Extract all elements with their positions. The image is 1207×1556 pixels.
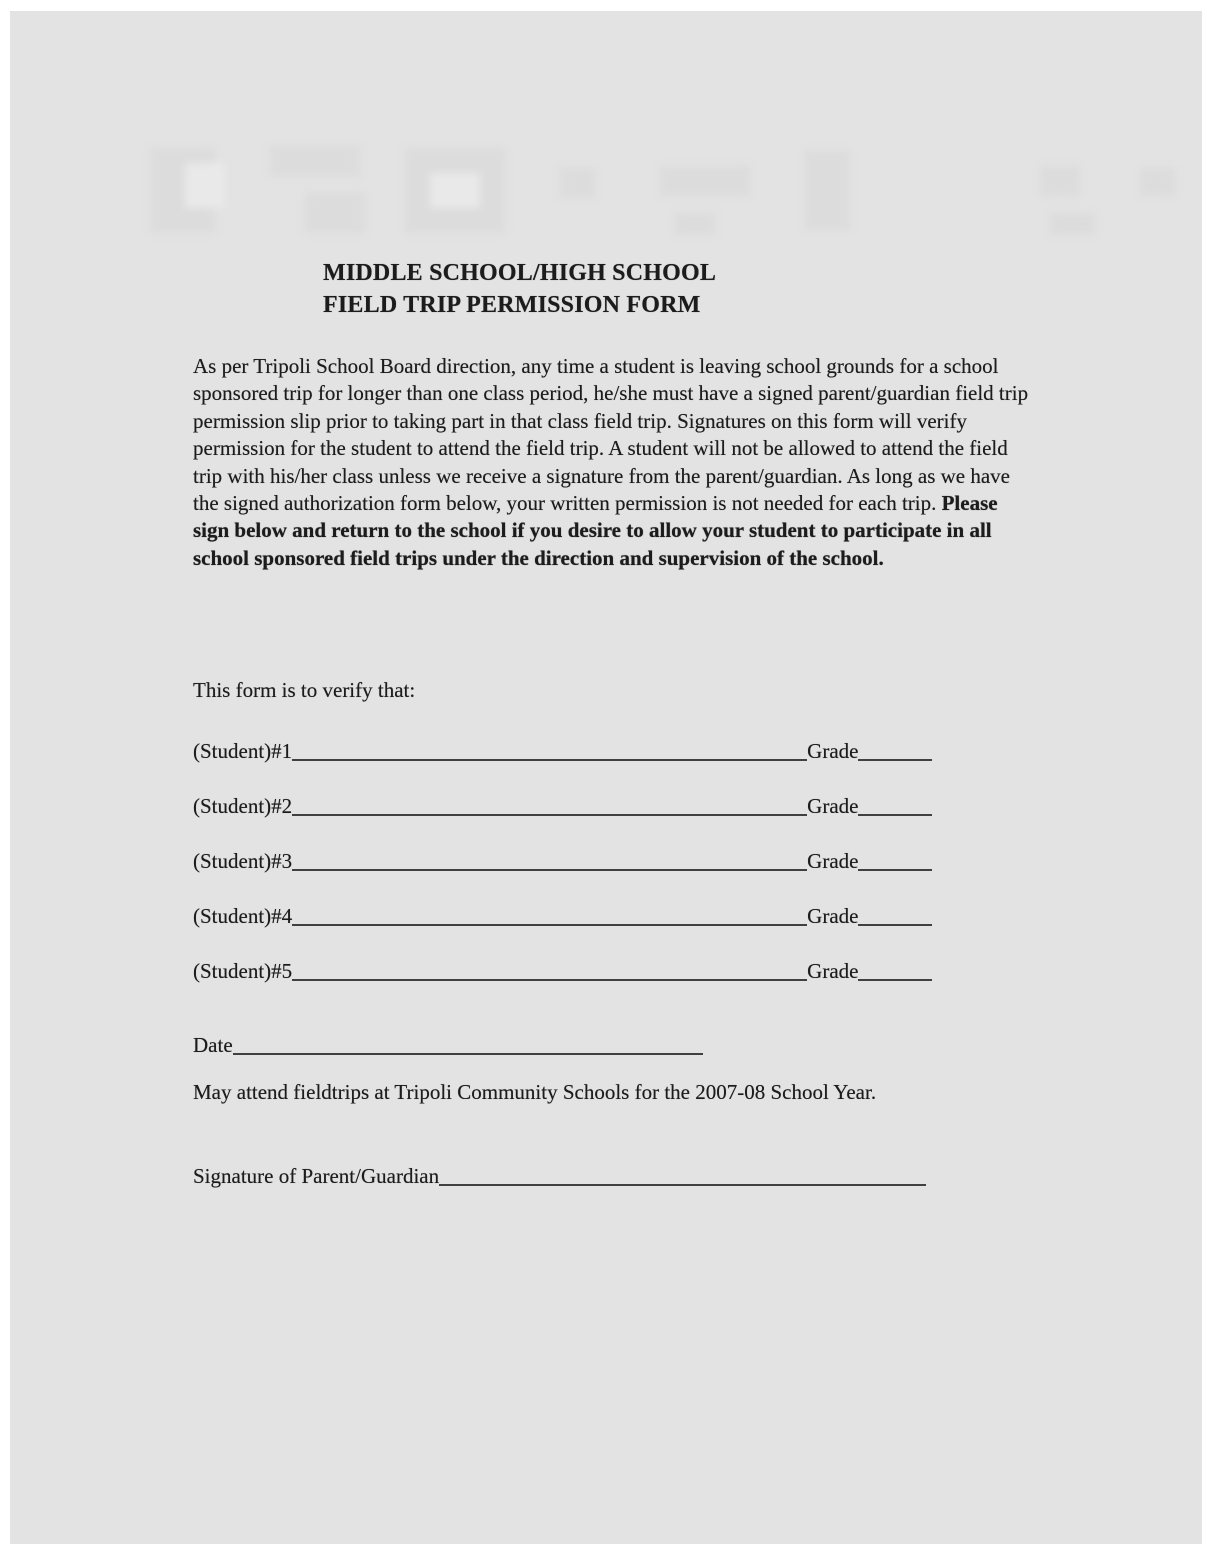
student-row-4 bbox=[193, 903, 932, 929]
student-row-5 bbox=[193, 958, 932, 984]
student-row-3 bbox=[193, 848, 932, 874]
student-3-label: (Student)#3 bbox=[193, 849, 293, 873]
attend-statement: May attend fieldtrips at Tripoli Community Schools for the 2007-08 School Year. bbox=[193, 1080, 877, 1104]
student-2-label: (Student)#2 bbox=[193, 794, 293, 818]
verify-line: This form is to verify that: bbox=[193, 678, 416, 702]
signature-row bbox=[193, 1163, 926, 1189]
faded-letterhead-artifact bbox=[130, 138, 1120, 238]
form-title-line1: MIDDLE SCHOOL/HIGH SCHOOL bbox=[323, 260, 717, 286]
date-row bbox=[193, 1032, 703, 1058]
student-5-grade-label: Grade bbox=[807, 959, 859, 983]
date-label: Date bbox=[193, 1033, 233, 1057]
student-2-grade-label: Grade bbox=[807, 794, 859, 818]
student-4-grade-field bbox=[858, 910, 932, 926]
signature-label: Signature of Parent/Guardian bbox=[193, 1164, 440, 1188]
student-2-grade-field bbox=[858, 800, 932, 816]
student-3-grade-label: Grade bbox=[807, 849, 859, 873]
signature-field bbox=[439, 1170, 926, 1186]
student-2-name-field bbox=[292, 800, 807, 816]
document-page bbox=[10, 11, 1202, 1544]
student-1-grade-label: Grade bbox=[807, 739, 859, 763]
form-title bbox=[323, 258, 716, 321]
student-1-label: (Student)#1 bbox=[193, 739, 293, 763]
intro-paragraph-bold: Please sign below and return to the school if you desire to allow your student to participate in all school sponsored field trips under the direction and supervision of the school. bbox=[193, 491, 998, 570]
student-4-label: (Student)#4 bbox=[193, 904, 293, 928]
student-5-name-field bbox=[292, 965, 807, 981]
student-3-name-field bbox=[292, 855, 807, 871]
intro-paragraph-normal: As per Tripoli School Board direction, any time a student is leaving school grounds for a school sponsored trip for longer than one class period, he/she must have a signed parent/guardian field trip permission slip prior to taking part in that class field trip. Signatures on this form will verify permission for the student to attend the field trip. A student will not be allowed to attend the field trip with his/her class unless we receive a signature from the parent/guardian. As long as we have the signed authorization form below, your written permission is not needed for each trip. bbox=[193, 354, 1029, 516]
student-5-grade-field bbox=[858, 965, 932, 981]
intro-paragraph bbox=[193, 353, 1029, 572]
date-field bbox=[233, 1039, 703, 1055]
student-5-label: (Student)#5 bbox=[193, 959, 293, 983]
form-title-line2: FIELD TRIP PERMISSION FORM bbox=[323, 291, 701, 318]
student-row-1 bbox=[193, 738, 932, 764]
student-4-grade-label: Grade bbox=[807, 904, 859, 928]
student-row-2 bbox=[193, 793, 932, 819]
student-1-name-field bbox=[292, 745, 807, 761]
student-4-name-field bbox=[292, 910, 807, 926]
student-3-grade-field bbox=[858, 855, 932, 871]
student-1-grade-field bbox=[858, 745, 932, 761]
